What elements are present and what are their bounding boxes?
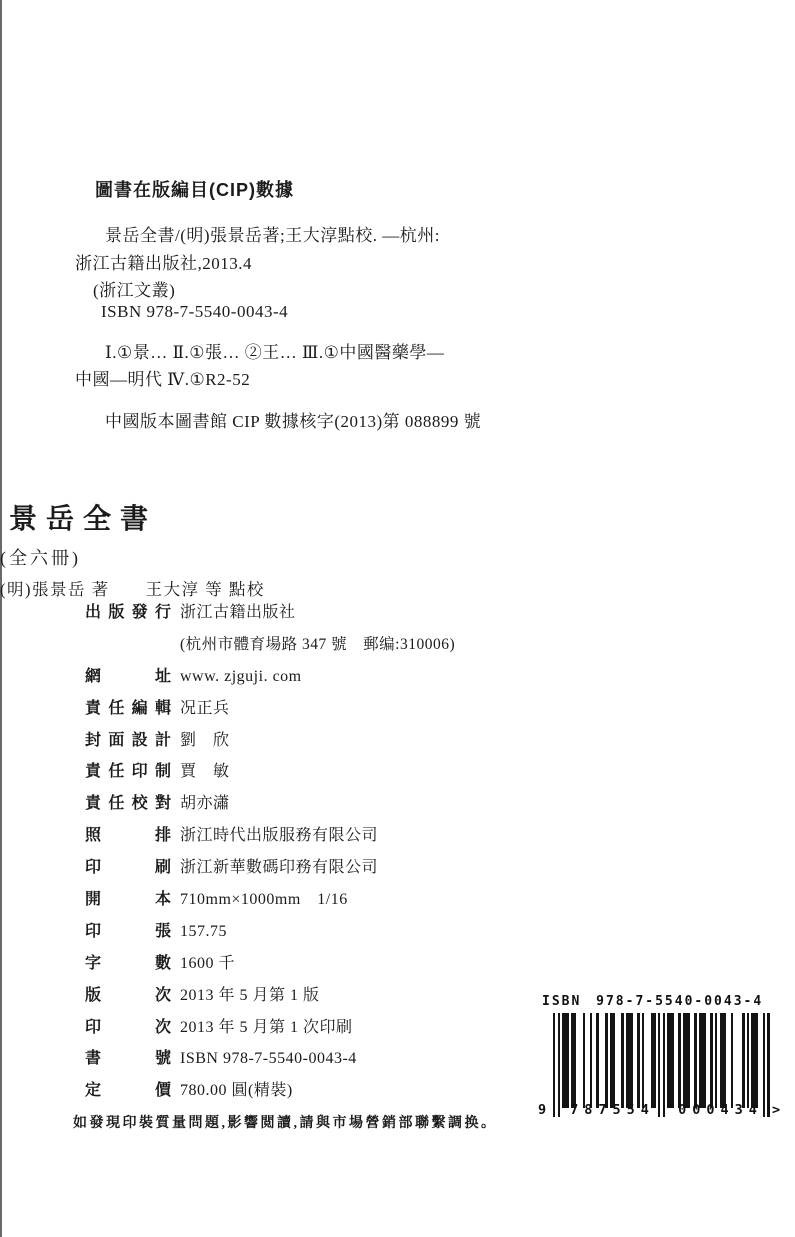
barcode-isbn-text: ISBN 978-7-5540-0043-4	[542, 994, 764, 1009]
colophon-row-label: 封面設計	[85, 731, 171, 749]
barcode-digit-trailing: >	[772, 1102, 781, 1118]
colophon-row-label: 責任編輯	[85, 699, 171, 717]
colophon-row-label: 出版發行	[85, 604, 171, 621]
colophon-row-label: 印次	[85, 1018, 171, 1036]
colophon-row	[85, 820, 565, 852]
colophon-row	[85, 1075, 565, 1107]
colophon-row-value: 2013 年 5 月第 1 版	[180, 986, 320, 1004]
colophon-row-value: 710mm×1000mm 1/16	[180, 891, 348, 909]
colophon-row	[85, 852, 565, 884]
colophon-row-value: (杭州市體育場路 347 號 郵编:310006)	[180, 635, 456, 653]
colophon-row-label: 字數	[85, 954, 171, 972]
colophon-row-label: 印刷	[85, 859, 171, 877]
barcode-digit-group1: 787554	[570, 1102, 655, 1118]
colophon-row-label: 書號	[85, 1050, 171, 1068]
colophon-row	[85, 597, 565, 629]
colophon-row-label: 責任校對	[85, 795, 171, 813]
colophon-row-value: 賈 敏	[180, 763, 230, 781]
colophon-row	[85, 661, 565, 693]
colophon-row	[85, 629, 565, 661]
cip-entry-line: 景岳全書/(明)張景岳著;王大淳點校. —杭州:	[105, 226, 440, 245]
colophon-row	[85, 916, 565, 948]
barcode-digit-group2: 000434	[678, 1102, 763, 1118]
cip-record-number: 中國版本圖書館 CIP 數據核字(2013)第 088899 號	[105, 412, 482, 431]
colophon-row-label: 定價	[85, 1082, 171, 1100]
colophon-row-value: 劉 欣	[180, 731, 230, 749]
cip-classification-line: 中國—明代 Ⅳ.①R2-52	[75, 370, 251, 389]
scan-edge-line	[0, 0, 2, 1237]
colophon-row	[85, 980, 565, 1012]
colophon-row	[85, 693, 565, 725]
colophon-row-value: 浙江古籍出版社	[180, 604, 296, 621]
cip-entry-line: (浙江文叢)	[93, 281, 176, 300]
colophon-row-value: 浙江新華數碼印務有限公司	[180, 859, 379, 877]
cip-entry-line: 浙江古籍出版社,2013.4	[75, 254, 252, 273]
colophon-row-label: 網址	[85, 667, 171, 685]
colophon-row-value: www. zjguji. com	[180, 667, 302, 685]
colophon-row-label: 印張	[85, 922, 171, 940]
colophon-row-value: ISBN 978-7-5540-0043-4	[180, 1050, 357, 1068]
colophon-row-value: 2013 年 5 月第 1 次印刷	[180, 1018, 353, 1036]
isbn-barcode	[530, 994, 780, 1134]
colophon-row	[85, 725, 565, 757]
colophon-row-label: 責任印制	[85, 763, 171, 781]
cip-classification-line: Ⅰ.①景… Ⅱ.①張… ②王… Ⅲ.①中國醫藥學—	[105, 343, 445, 362]
colophon-row	[85, 1012, 565, 1044]
colophon-row-value: 780.00 圓(精裝)	[180, 1082, 293, 1100]
colophon-row-value: 况正兵	[180, 699, 230, 717]
quality-note: 如發現印裝質量問題,影響閲讀,請與市場營銷部聯繫調换。	[73, 1116, 498, 1131]
colophon-row-label: 照排	[85, 827, 171, 845]
book-title: 景岳全書	[9, 503, 158, 534]
colophon-row-value: 157.75	[180, 922, 227, 940]
colophon-row	[85, 788, 565, 820]
colophon-row-value: 浙江時代出版服務有限公司	[180, 827, 379, 845]
colophon-row	[85, 756, 565, 788]
cip-header: 圖書在版編目(CIP)數據	[95, 180, 294, 200]
colophon-row	[85, 884, 565, 916]
cip-entry-isbn: ISBN 978-7-5540-0043-4	[101, 302, 289, 321]
colophon-row-value: 1600 千	[180, 954, 236, 972]
book-volumes: (全六冊)	[0, 548, 81, 568]
colophon-row-label: 開本	[85, 891, 171, 909]
colophon-row	[85, 1043, 565, 1075]
colophon-row-value: 胡亦瀟	[180, 795, 230, 813]
colophon-row	[85, 948, 565, 980]
barcode-digit-first: 9	[538, 1102, 547, 1118]
colophon-row-label	[85, 629, 171, 661]
book-byline: (明)張景岳 著 王大淳 等 點校	[0, 580, 265, 599]
colophon-table	[85, 597, 565, 1107]
barcode-bar	[767, 1013, 769, 1117]
colophon-row-label: 版次	[85, 986, 171, 1004]
